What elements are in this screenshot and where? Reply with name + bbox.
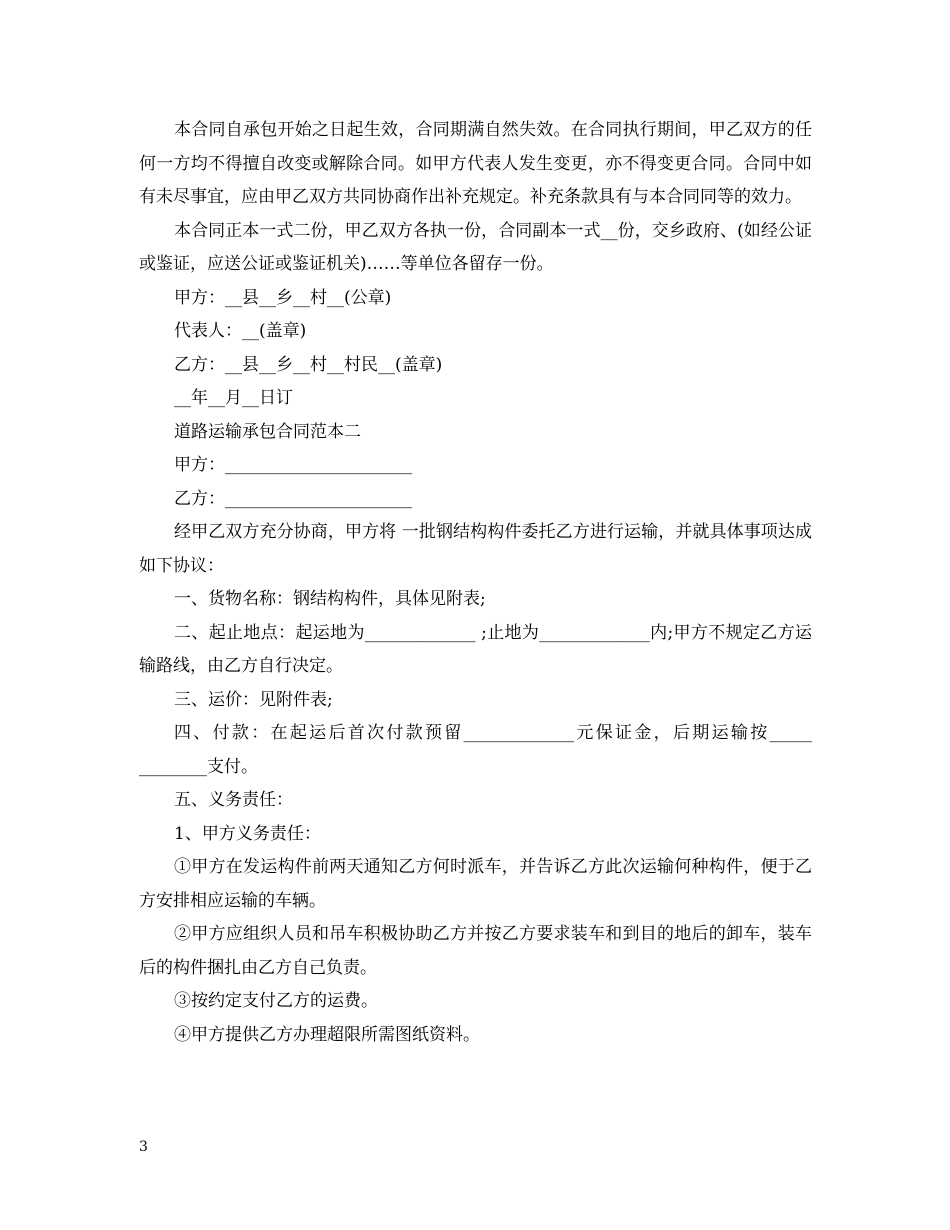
obligation-item-2: ②甲方应组织人员和吊车积极协助乙方并按乙方要求装车和到目的地后的卸车，装车后的构件捆扎由乙方自己负责。 [139,924,812,978]
party-b-blank-line: 乙方：______________________ [174,488,412,509]
obligation-item-4: ④甲方提供乙方办理超限所需图纸资料。 [174,1024,480,1045]
clause-obligations-heading: 五、义务责任： [174,790,293,810]
paragraph-contract-copies: 本合同正本一式二份，甲乙双方各执一份，合同副本一式__份，交乡政府、(如经公证或鉴证，应送公证或鉴证机关)……等单位各留存一份。 [139,220,812,274]
page-number: 3 [139,1139,148,1155]
signing-date-line: __年__月__日订 [174,388,293,408]
party-b-signature-line: 乙方：__县__乡__村__村民__(盖章) [174,354,443,375]
paragraph-contract-validity: 本合同自承包开始之日起生效，合同期满自然失效。在合同执行期间，甲乙双方的任何一方均不得擅自改变或解除合同。如甲方代表人发生变更，亦不得变更合同。合同中如有未尽事宜，应由甲乙双方共同协商作出补充规定。补充条款具有与本合同同等的效力。 [139,120,812,207]
clause-freight-rate: 三、运价：见附件表; [174,689,333,710]
obligation-item-3: ③按约定支付乙方的运费。 [174,991,378,1011]
party-a-signature-line: 甲方：__县__乡__村__(公章) [174,287,392,308]
clause-locations: 二、起止地点：起运地为_____________ ;止地为_____________内;甲方不规定乙方运输路线，由乙方自行决定。 [139,622,812,676]
representative-signature-line: 代表人：__(盖章) [174,321,307,341]
party-a-blank-line: 甲方：______________________ [174,455,412,475]
clause-goods-name: 一、货物名称：钢结构构件，具体见附表; [174,589,486,609]
clause-payment: 四、付款：在起运后首次付款预留_____________元保证金，后期运输按_____ ________支付。 [139,723,812,777]
clause-party-a-obligations-heading: 1、甲方义务责任： [174,823,321,844]
document-body [139,114,812,1052]
section-title-template-two: 道路运输承包合同范本二 [174,421,361,442]
obligation-item-1: ①甲方在发运构件前两天通知乙方何时派车，并告诉乙方此次运输何种构件，便于乙方安排相应运输的车辆。 [139,857,812,911]
paragraph-agreement-intro: 经甲乙双方充分协商，甲方将 一批钢结构构件委托乙方进行运输，并就具体事项达成如下协议： [139,522,812,576]
